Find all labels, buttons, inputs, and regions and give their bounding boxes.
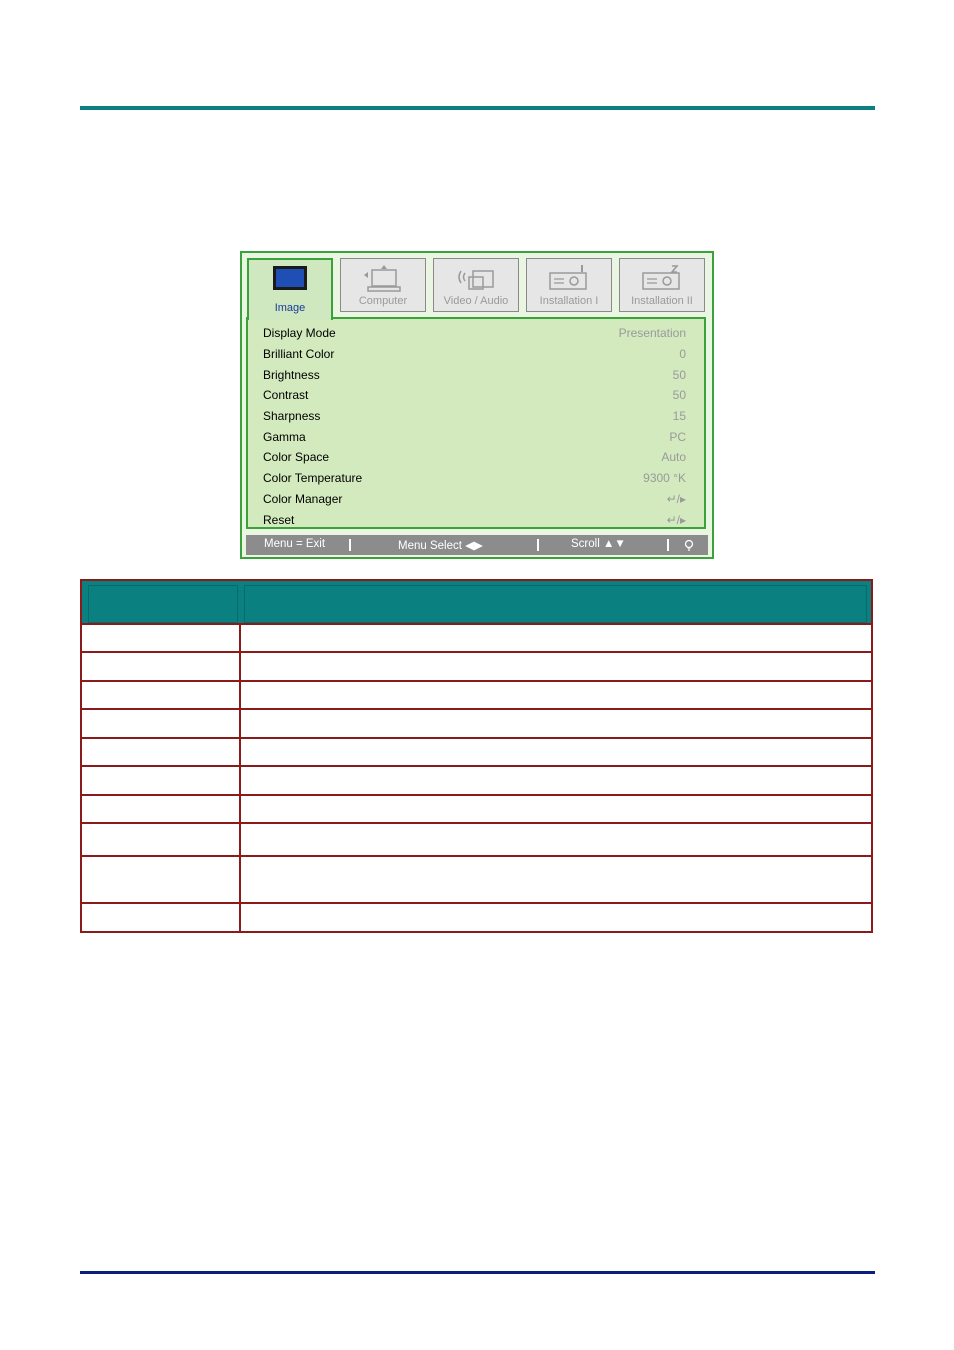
footer-menu-select: Menu Select ◀▶ bbox=[398, 540, 483, 552]
menu-item-color-space[interactable] bbox=[248, 446, 704, 466]
menu-item-contrast[interactable] bbox=[248, 384, 704, 404]
item-value: Presentation bbox=[618, 326, 686, 340]
item-label: Color Temperature bbox=[263, 471, 363, 485]
item-label: Reset bbox=[263, 513, 295, 527]
footer-menu-exit: Menu = Exit bbox=[264, 538, 326, 550]
item-value: 50 bbox=[672, 368, 686, 382]
item-value: 50 bbox=[672, 388, 686, 402]
footer-separator bbox=[349, 539, 351, 551]
item-label: Color Space bbox=[263, 450, 330, 464]
menu-item-color-temperature[interactable] bbox=[248, 467, 704, 487]
item-value: 9300 °K bbox=[643, 471, 686, 485]
tab-label: Video / Audio bbox=[443, 295, 509, 307]
projector-1-icon bbox=[546, 263, 592, 295]
projector-2-icon bbox=[639, 263, 685, 295]
item-value: PC bbox=[669, 430, 686, 444]
menu-item-reset[interactable] bbox=[248, 509, 704, 529]
item-label: Brilliant Color bbox=[263, 347, 335, 361]
footer-scroll: Scroll ▲▼ bbox=[571, 538, 626, 550]
tab-computer[interactable] bbox=[340, 258, 426, 312]
table-row bbox=[80, 824, 873, 857]
item-label: Gamma bbox=[263, 430, 306, 444]
item-label: Sharpness bbox=[263, 409, 321, 423]
footer-separator bbox=[667, 539, 669, 551]
table-row bbox=[80, 739, 873, 767]
tab-video-audio[interactable] bbox=[433, 258, 519, 312]
header-cell-1 bbox=[88, 585, 238, 623]
footer-rule bbox=[80, 1271, 875, 1274]
table-row bbox=[80, 710, 873, 739]
menu-panel bbox=[246, 317, 706, 529]
item-value: ↵/▸ bbox=[666, 513, 686, 527]
item-value: Auto bbox=[661, 450, 686, 464]
menu-item-display-mode[interactable] bbox=[248, 322, 704, 342]
item-label: Color Manager bbox=[263, 492, 343, 506]
item-label: Contrast bbox=[263, 388, 309, 402]
table-row bbox=[80, 904, 873, 933]
menu-item-brightness[interactable] bbox=[248, 364, 704, 384]
tab-installation-2[interactable] bbox=[619, 258, 705, 312]
menu-item-gamma[interactable] bbox=[248, 426, 704, 446]
item-label: Display Mode bbox=[263, 326, 336, 340]
table-row bbox=[80, 682, 873, 710]
table-row bbox=[80, 653, 873, 682]
table-row bbox=[80, 857, 873, 904]
tab-image[interactable] bbox=[247, 258, 333, 320]
item-value: 15 bbox=[672, 409, 686, 423]
osd-footer bbox=[246, 535, 708, 555]
menu-item-color-manager[interactable] bbox=[248, 488, 704, 508]
table-row bbox=[80, 625, 873, 653]
menu-item-brilliant-color[interactable] bbox=[248, 343, 704, 363]
tab-label: Installation I bbox=[539, 295, 599, 307]
table-header bbox=[80, 579, 873, 625]
item-value: ↵/▸ bbox=[666, 492, 686, 506]
item-value: 0 bbox=[679, 347, 686, 361]
lamp-icon bbox=[684, 539, 694, 552]
tab-label: Image bbox=[274, 302, 306, 314]
monitor-icon bbox=[270, 264, 310, 294]
tab-label: Installation II bbox=[631, 295, 693, 307]
header-rule bbox=[80, 106, 875, 110]
item-label: Brightness bbox=[263, 368, 320, 382]
tab-label: Computer bbox=[358, 295, 408, 307]
computer-icon bbox=[360, 263, 406, 295]
video-audio-icon bbox=[453, 263, 499, 295]
osd-menu bbox=[240, 251, 714, 559]
tab-installation-1[interactable] bbox=[526, 258, 612, 312]
menu-item-sharpness[interactable] bbox=[248, 405, 704, 425]
footer-separator bbox=[537, 539, 539, 551]
table-row bbox=[80, 796, 873, 824]
header-cell-2 bbox=[244, 585, 867, 623]
table-row bbox=[80, 767, 873, 796]
